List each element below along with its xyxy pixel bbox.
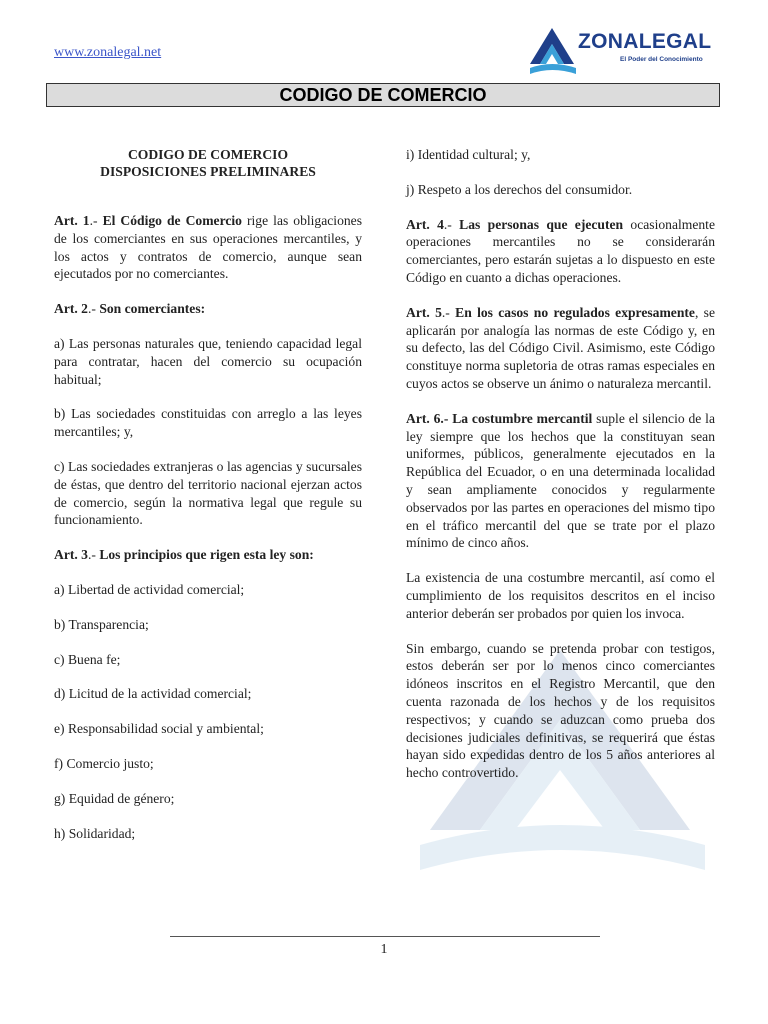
- logo-name: ZONALEGAL: [578, 30, 712, 53]
- logo-mountain-icon: [528, 24, 578, 76]
- art1-sep: .-: [89, 213, 103, 228]
- art3-label: Art. 3: [54, 547, 88, 563]
- art3-item: g) Equidad de género;: [54, 790, 175, 806]
- article-4: [406, 216, 715, 287]
- right-column: [406, 146, 715, 799]
- site-link[interactable]: www.zonalegal.net: [54, 45, 162, 60]
- art5-text: , se aplicarán por analogía las normas de este Código y, en su defecto, las del Código Civil. Asimismo, este Código constituye norma supletoria de otras ramas especiales en cuyos actos se observe un ánimo o naturaleza mercantil.: [406, 304, 715, 391]
- page-number: 1: [380, 942, 388, 957]
- logo-tagline: El Poder del Conocimiento: [620, 56, 703, 63]
- art5-bold: En los casos no regulados expresamente: [455, 304, 695, 320]
- section-heading: [54, 146, 362, 180]
- art3-item: d) Licitud de la actividad comercial;: [54, 686, 252, 702]
- article-6: [406, 410, 715, 552]
- heading-line1: CODIGO DE COMERCIO: [127, 147, 289, 162]
- art3-item: e) Responsabilidad social y ambiental;: [54, 721, 264, 737]
- art1-label: Art. 1: [54, 213, 90, 228]
- art4-text: ocasionalmente operaciones mercantiles no se considerarán comerciantes, pero estarán sujetas a lo dispuesto en este Código en cuanto a dichas operaciones.: [406, 216, 715, 285]
- doc-title-bar: [46, 83, 720, 107]
- art3-item: c) Buena fe;: [54, 651, 121, 667]
- art2-item-a: a) Las personas naturales que, teniendo capacidad legal para contratar, hacen del comercio su ocupación habitual;: [54, 335, 362, 387]
- footer-divider: [170, 936, 600, 937]
- art3-sep: .-: [87, 547, 100, 563]
- art3-item: h) Solidaridad;: [54, 825, 136, 841]
- article-1: [54, 212, 362, 283]
- article-2: [54, 300, 362, 318]
- art3-item-j: j) Respeto a los derechos del consumidor.: [406, 181, 633, 197]
- article-5: [406, 304, 715, 393]
- art1-bold: El Código de Comercio: [102, 213, 242, 228]
- art5-label: Art. 5: [406, 304, 442, 320]
- doc-title: CODIGO DE COMERCIO: [279, 84, 487, 105]
- heading-line2: DISPOSICIONES PRELIMINARES: [100, 164, 316, 179]
- art4-sep: .-: [443, 216, 460, 232]
- article-3: [54, 546, 362, 564]
- art2-sep: .-: [87, 301, 100, 317]
- art5-sep: .-: [441, 304, 456, 320]
- art3-item: a) Libertad de actividad comercial;: [54, 581, 245, 597]
- art2-bold: Son comerciantes:: [99, 301, 206, 317]
- art3-item: f) Comercio justo;: [54, 755, 154, 771]
- art1-text: rige las obligaciones de los comerciantes en sus operaciones mercantiles, y los actos y contratos de comercio, aunque sean ejecutados por no comerciantes.: [54, 213, 362, 282]
- art6-bold: Art. 6.- La costumbre mercantil: [406, 410, 593, 426]
- art4-bold: Las personas que ejecuten: [459, 216, 624, 232]
- zonalegal-logo: [528, 24, 712, 76]
- art3-bold: Los principios que rigen esta ley son:: [99, 547, 314, 563]
- art3-item: b) Transparencia;: [54, 616, 149, 632]
- left-column: [54, 146, 362, 859]
- art6-text: suple el silencio de la ley siempre que los hechos que la constituyan sean uniformes, públicos, generalmente ejecutados en la República del Ecuador, o en una determinada localidad y sean ampliamente conocidos y regularmente observados por las partes en operaciones del mismo tipo en el tráfico mercantil del que se trate por el plazo mínimo de cinco años.: [406, 410, 715, 551]
- art6-paragraph-3: Sin embargo, cuando se pretenda probar con testigos, estos deberán ser por lo menos cinco comerciantes idóneos inscritos en el Registro Mercantil, que den cuenta razonada de los hechos y de los requisitos respectivos; y cuando se aduzcan como prueba dos decisiones judiciales definitivas, se requerirá que éstas hayan sido expedidas dentro de los 5 años anteriores al hecho controvertido.: [406, 640, 715, 781]
- art3-item-i: i) Identidad cultural; y,: [406, 147, 531, 162]
- art2-item-c: c) Las sociedades extranjeras o las agencias y sucursales de éstas, que dentro del territorio nacional ejerzan actos de comercio, según la normativa legal que regule su funcionamiento.: [54, 458, 362, 528]
- art2-label: Art. 2: [54, 301, 88, 317]
- art4-label: Art. 4: [406, 216, 444, 232]
- art2-item-b: b) Las sociedades constituidas con arreglo a las leyes mercantiles; y,: [54, 406, 362, 440]
- art6-paragraph-2: La existencia de una costumbre mercantil, así como el cumplimiento de los requisitos descritos en el inciso anterior deberán ser probados por quien los invoca.: [406, 570, 715, 621]
